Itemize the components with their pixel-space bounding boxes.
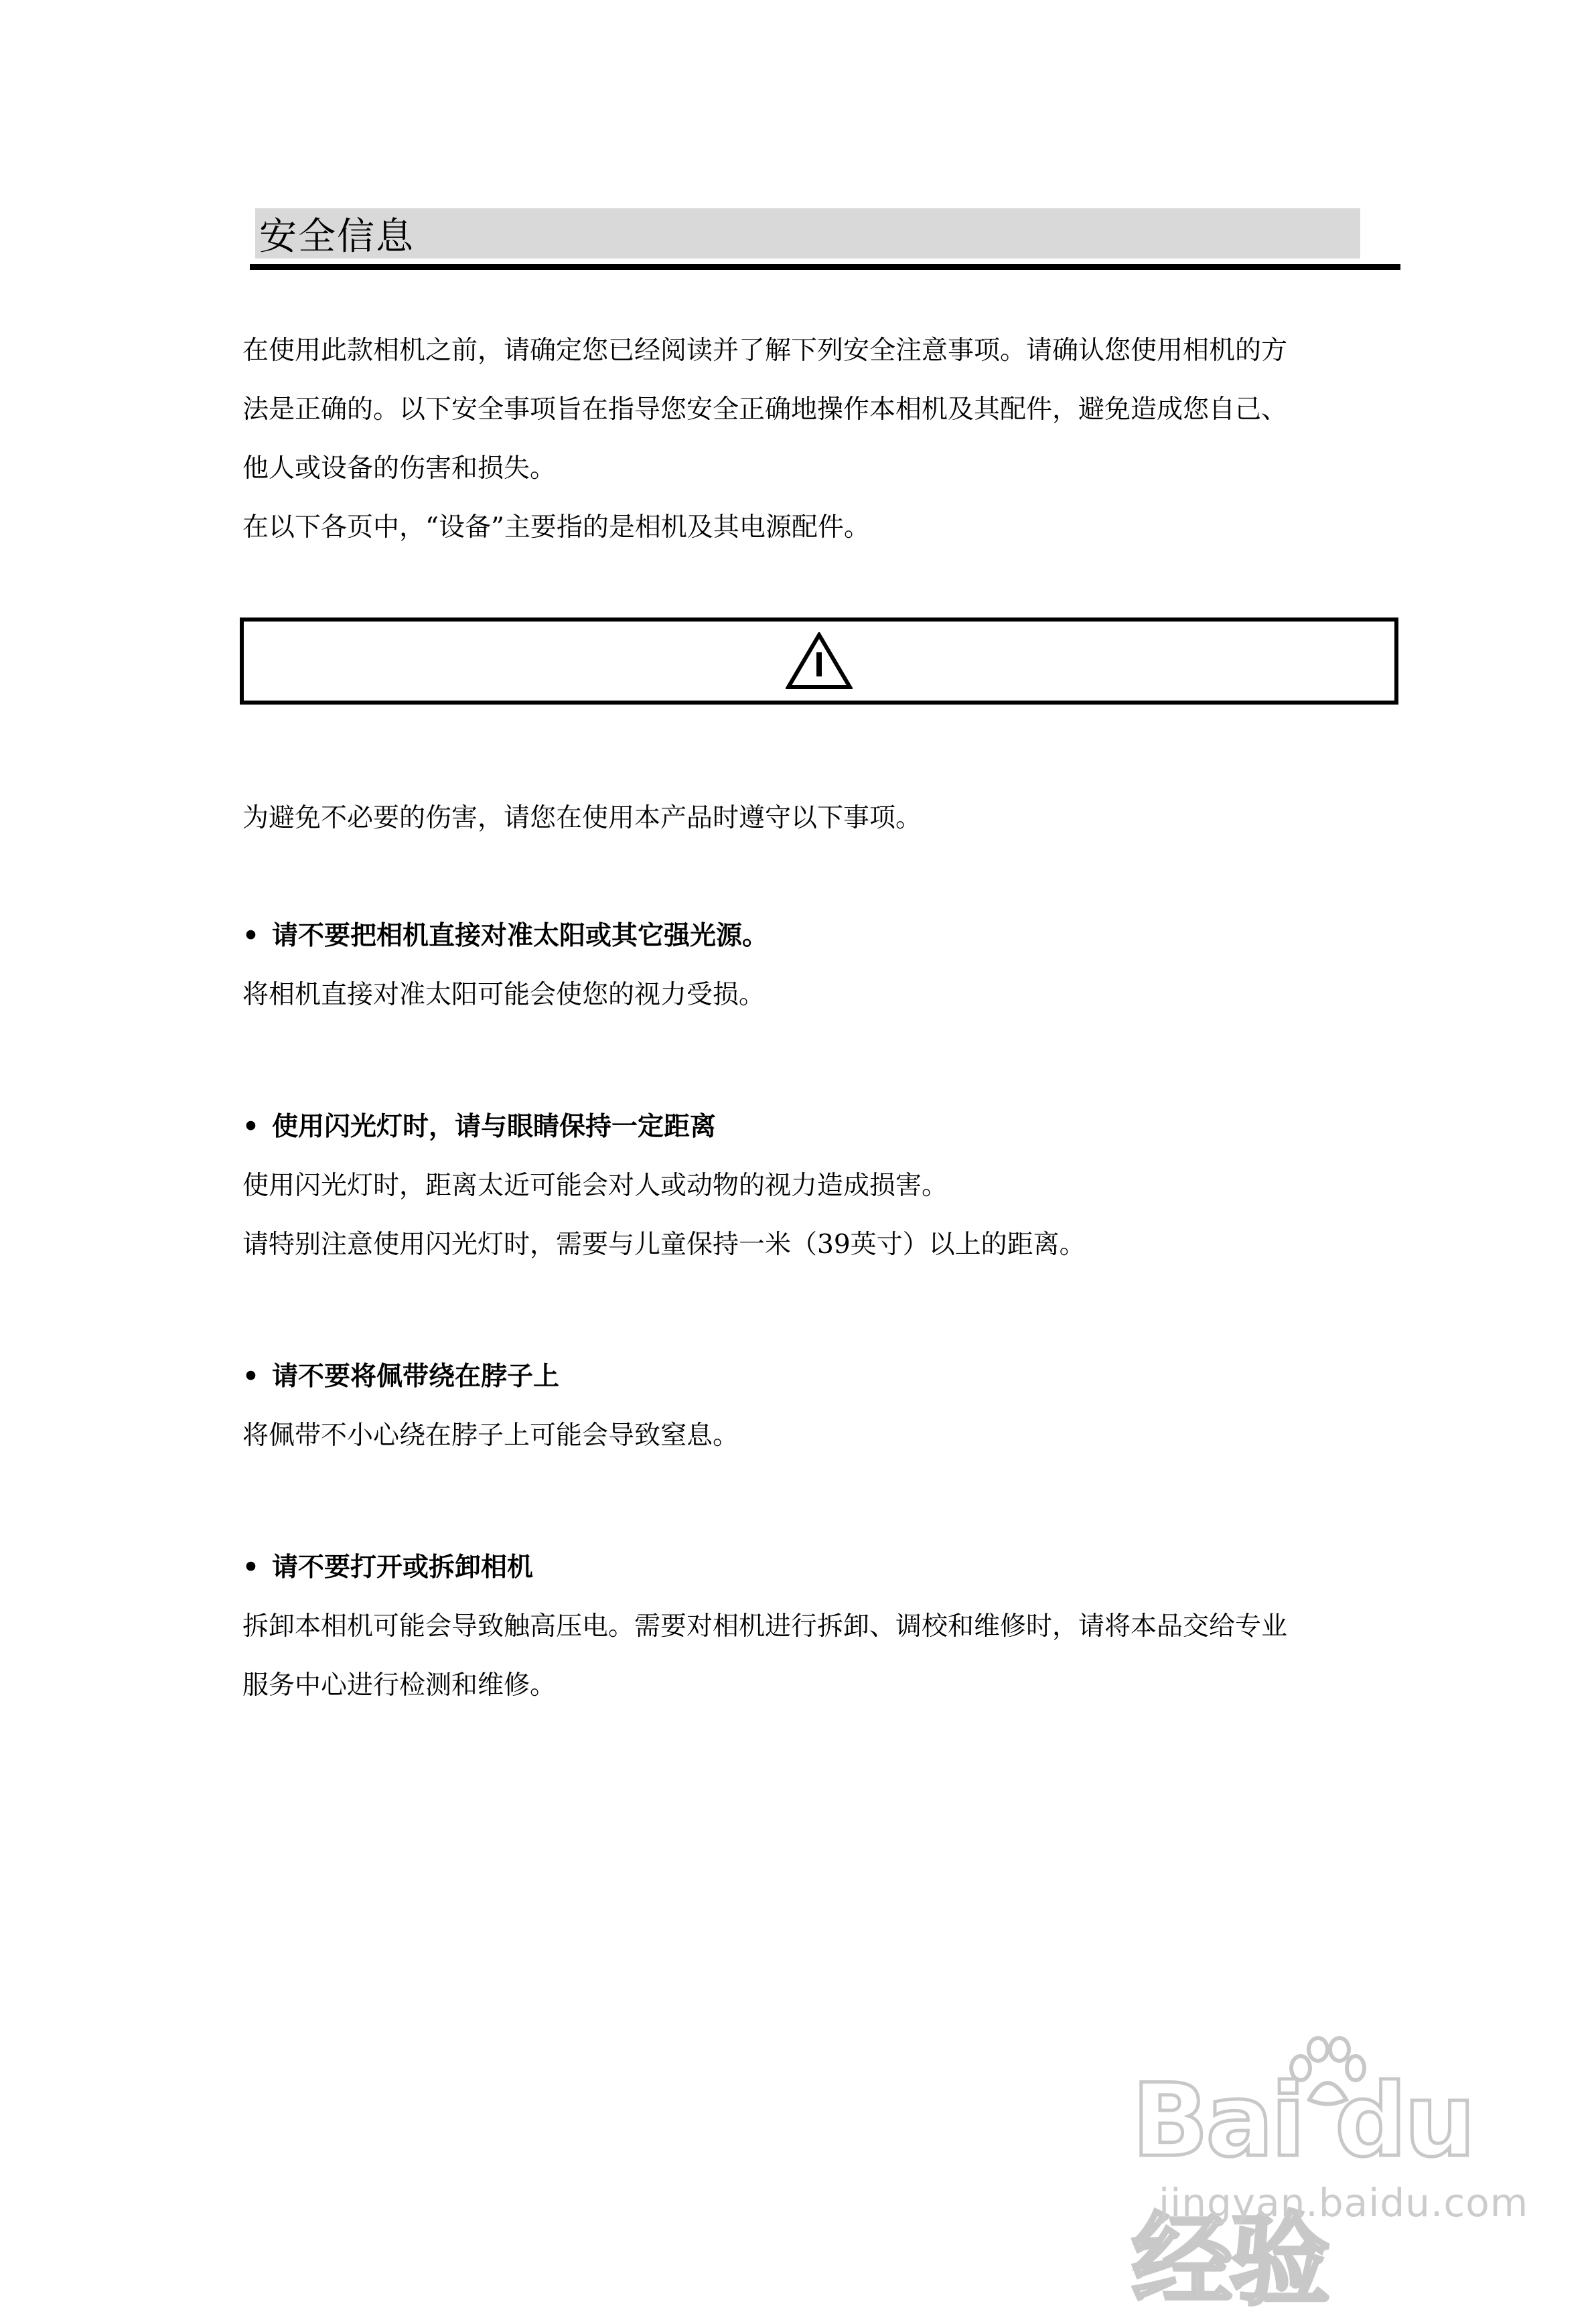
safety-item-text: 请特别注意使用闪光灯时，需要与儿童保持一米（39英寸）以上的距离。 — [242, 1230, 1086, 1260]
safety-item-text: 将佩带不小心绕在脖子上可能会导致窒息。 — [242, 1421, 739, 1451]
intro-line: 在使用此款相机之前，请确定您已经阅读并了解下列安全注意事项。请确认您使用相机的方 — [242, 336, 1288, 366]
safety-item — [242, 1538, 1381, 1715]
lead-text: 为避免不必要的伤害，请您在使用本产品时遵守以下事项。 — [242, 803, 922, 833]
safety-item-heading — [242, 1348, 1381, 1406]
title-underline — [250, 264, 1400, 270]
intro-line: 在以下各页中，“设备”主要指的是相机及其电源配件。 — [242, 512, 870, 542]
watermark-url: jingyan.baidu.com — [1159, 2180, 1529, 2226]
safety-item-text: 将相机直接对准太阳可能会使您的视力受损。 — [242, 980, 766, 1010]
bullet-icon: • — [242, 1362, 259, 1392]
safety-item-heading-text: 使用闪光灯时，请与眼睛保持一定距离 — [272, 1112, 717, 1142]
page-title: 安全信息 — [259, 214, 415, 259]
bullet-icon: • — [242, 1112, 259, 1142]
safety-item-heading-text: 请不要将佩带绕在脖子上 — [272, 1362, 560, 1392]
bullet-icon: • — [242, 921, 259, 951]
baidu-watermark — [1132, 2036, 1529, 2319]
safety-item — [242, 907, 1381, 1025]
safety-item-heading-text: 请不要打开或拆卸相机 — [272, 1552, 534, 1583]
safety-item — [242, 1098, 1381, 1275]
warning-box — [240, 618, 1398, 705]
safety-item-heading — [242, 1098, 1381, 1157]
warning-triangle-icon — [786, 632, 853, 690]
safety-item-text: 拆卸本相机可能会导致触高压电。需要对相机进行拆卸、调校和维修时，请将本品交给专业 — [242, 1611, 1288, 1642]
intro-line: 他人或设备的伤害和损失。 — [242, 453, 557, 484]
safety-item-text: 使用闪光灯时，距离太近可能会对人或动物的视力造成损害。 — [242, 1171, 948, 1201]
safety-item-text: 服务中心进行检测和维修。 — [242, 1670, 557, 1700]
safety-item — [242, 1348, 1381, 1465]
intro-paragraph — [242, 321, 1381, 557]
safety-item-heading — [242, 907, 1381, 966]
title-bar — [255, 208, 1360, 259]
safety-item-heading-text: 请不要把相机直接对准太阳或其它强光源。 — [272, 921, 769, 951]
safety-item-heading — [242, 1538, 1381, 1597]
intro-line: 法是正确的。以下安全事项旨在指导您安全正确地操作本相机及其配件，避免造成您自己、 — [242, 394, 1288, 425]
watermark-logo: Bai du 经验 — [1132, 2063, 1473, 2319]
section-header — [250, 208, 1400, 270]
bullet-icon: • — [242, 1552, 259, 1583]
